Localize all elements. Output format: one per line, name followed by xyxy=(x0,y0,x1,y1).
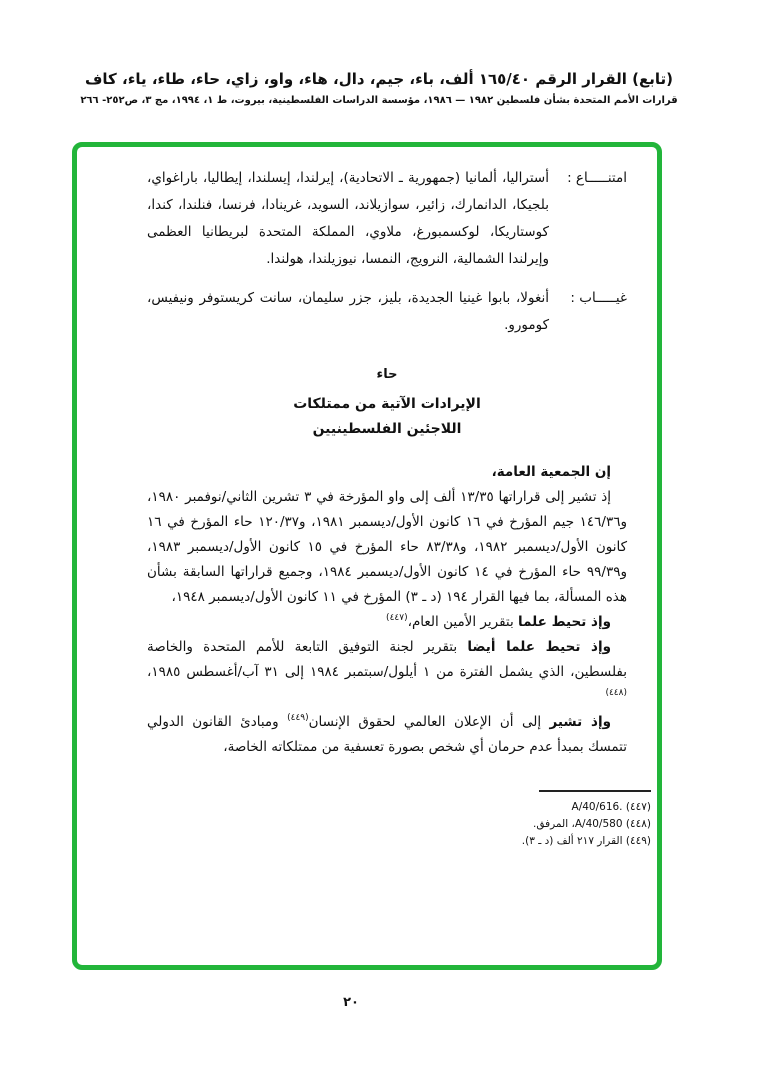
content-frame xyxy=(72,142,662,970)
source-citation: قرارات الأمم المتحدة بشأن فلسطين ١٩٨٢ — ١٩٨٦، مؤسسة الدراسات الفلسطينية، بيروت، ط ١، ١٩٩٤، مج ٣، ص٢٥٢- ٢٦٦ xyxy=(80,95,678,106)
footnote-448 xyxy=(147,816,651,833)
paragraph-text: ومبادئ القانون الدولي تتمسك بمبدأ عدم حرمان أي شخص بصورة تعسفية من ممتلكاته الخاصة، xyxy=(147,714,627,755)
paragraph-recalling-declaration xyxy=(147,710,627,760)
footnote-text: A/40/616.‎ xyxy=(571,801,623,813)
section-title xyxy=(147,392,627,442)
paragraph-opening: إن الجمعية العامة، xyxy=(491,464,611,480)
footnote-ref-448: (٤٤٨) xyxy=(605,688,627,698)
running-head xyxy=(0,70,758,106)
footnote-marker: (٤٤٨) xyxy=(625,818,651,830)
paragraph-text: بتقرير لجنة التوفيق التابعة للأمم المتحدة والخاصة بفلسطين، الذي يشمل الفترة من ١ أيلول/سبتمبر ١٩٨٤ إلى ٣١ آب/أغسطس ١٩٨٥، xyxy=(147,639,627,680)
paragraph-lead: وإذ تشير xyxy=(549,714,611,730)
footnotes-block xyxy=(147,790,651,850)
footnote-marker: (٤٤٧) xyxy=(625,801,651,813)
abstentions-block xyxy=(147,165,627,273)
footnote-text: A/40/580، المرفق. xyxy=(533,818,623,830)
paragraph-text: إلى أن الإعلان العالمي لحقوق الإنسان xyxy=(308,714,550,730)
footnote-separator-rule xyxy=(539,790,651,792)
abstentions-list: أستراليا، ألمانيا (جمهورية ـ الاتحادية)، إيرلندا، إيسلندا، إيطاليا، باراغواي، بلجيكا، الدانمارك، زائير، سوازيلاند، السويد، غرينادا، فرنسا، فنلندا، كندا، كوستاريكا، لوكسمبورغ، ملاوي، المملكة المتحدة لبريطانيا العظمى وإيرلندا الشمالية، النرويج، النمسا، نيوزيلندا، هولندا. xyxy=(147,170,549,267)
footnote-ref-449: (٤٤٩) xyxy=(287,713,309,723)
section-letter: حاء xyxy=(376,367,398,382)
absent-block xyxy=(147,285,627,339)
footnote-447 xyxy=(147,799,651,816)
footnote-text: القرار ٢١٧ ألف (د ـ ٣). xyxy=(521,835,623,847)
abstentions-label: امتنـــــاع : xyxy=(567,170,627,186)
paragraph-recalling: إذ تشير إلى قراراتها ١٣/٣٥ ألف إلى واو المؤرخة في ٣ تشرين الثاني/نوفمبر ١٩٨٠، و١٤٦/٣٦ جيم المؤرخ في ١٦ كانون الأول/ديسمبر ١٩٨١، و١٢٠/٣٧ حاء المؤرخ في ١٦ كانون الأول/ديسمبر ١٩٨٢، و٨٣/٣٨ حاء المؤرخ في ١٥ كانون الأول/ديسمبر ١٩٨٣، و٩٩/٣٩ حاء المؤرخ في ١٤ كانون الأول/ديسمبر ١٩٨٤، وجميع قراراتها السابقة بشأن هذه المسألة، بما فيها القرار ١٩٤ (د ـ ٣) المؤرخ في ١١ كانون الأول/ديسمبر ١٩٤٨، xyxy=(147,489,628,605)
footnote-marker: (٤٤٩) xyxy=(625,835,651,847)
page-number: ٢٠ xyxy=(343,995,359,1010)
absent-label: غيـــــاب : xyxy=(570,290,627,306)
paragraph-taking-note xyxy=(147,610,627,635)
section-title-line1: الإيرادات الآتية من ممتلكات xyxy=(293,396,481,412)
paragraph-lead: وإذ تحيط علما xyxy=(518,614,611,630)
resolution-title: (تابع) القرار الرقم ١٦٥/٤٠ ألف، باء، جيم، دال، هاء، واو، زاي، حاء، طاء، ياء، كاف xyxy=(85,70,673,88)
paragraph-taking-note-also xyxy=(147,635,627,710)
absent-list: أنغولا، بابوا غينيا الجديدة، بليز، جزر سليمان، سانت كريستوفر ونيفيس، كومورو. xyxy=(147,290,549,333)
paragraph-lead: وإذ تحيط علما أيضا xyxy=(467,639,612,655)
footnote-449 xyxy=(147,833,651,850)
footnote-ref-447: (٤٤٧) xyxy=(386,613,408,623)
paragraph-text: بتقرير الأمين العام، xyxy=(407,614,519,630)
section-title-line2: اللاجئين الفلسطينيين xyxy=(312,421,462,437)
